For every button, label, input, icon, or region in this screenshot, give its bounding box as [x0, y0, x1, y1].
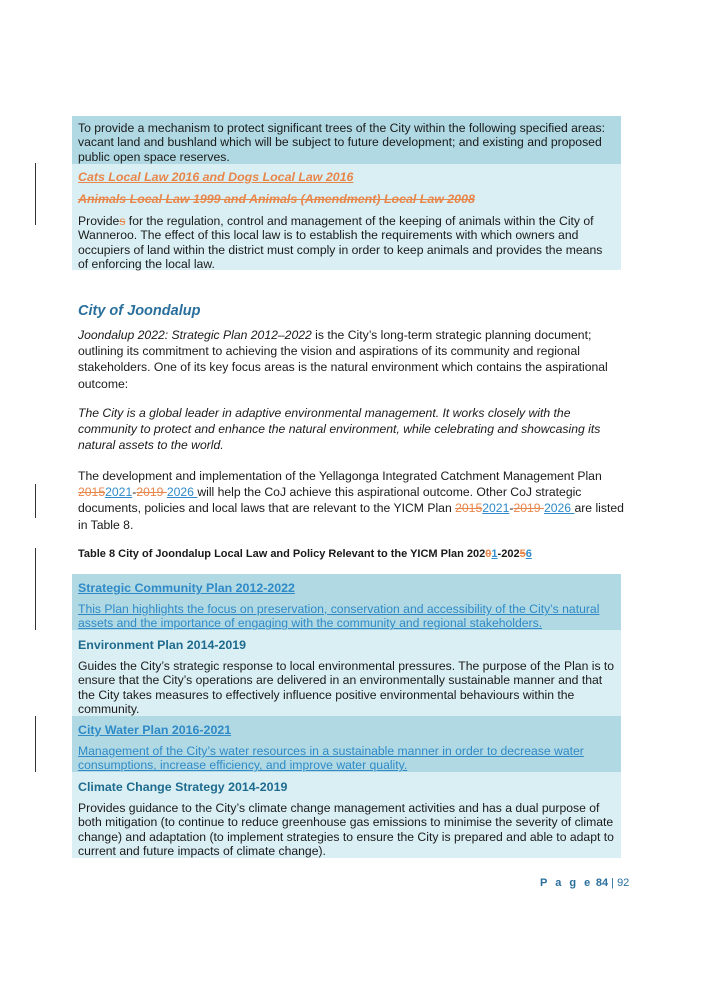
row-text: Management of the City’s water resources in a sustainable manner in order to decrease water consumptions, increase efficiency, and improve water quality. — [78, 744, 584, 773]
yicm-plan-paragraph: The development and implementation of the Yellagonga Integrated Catchment Management Plan 20152021-2019 2026 will help the CoJ achieve this aspirational outcome. Other CoJ strategic documents, policies and local laws that are relevant to the YICM Plan 20152021-2019 2026 are listed in Table 8. — [78, 469, 624, 532]
row-text: Provides guidance to the City’s climate change management activities and has a dual purpose of both mitigation (to continue to reduce greenhouse gas emissions to minimise the severity of climate change) and adaptation (to implement strategies to ensure the City is prepared and able to adapt to current and future impacts of climate change). — [78, 801, 614, 858]
strategic-plan-paragraph: Joondalup 2022: Strategic Plan 2012–2022 is the City’s long-term strategic planning document; outlining its commitment to achieving the vision and aspirations of its community and regional stakeholders. One of its key focus areas is the natural environment which contains the aspirational outcome: — [78, 328, 608, 391]
table-row — [72, 630, 621, 716]
section-heading: City of Joondalup — [78, 303, 201, 319]
animals-local-law-cell — [72, 164, 621, 270]
row-title: Environment Plan 2014-2019 — [78, 638, 247, 652]
row-title: Strategic Community Plan 2012-2022 — [78, 581, 295, 595]
table-caption: Table 8 City of Joondalup Local Law and Policy Relevant to the YICM Plan 20201-20256 — [78, 548, 532, 560]
animals-law-description: Provides for the regulation, control and management of the keeping of animals within the City of Wanneroo. The effect of this local law is to establish the requirements with which owners and occupiers of land within the district must comply in order to keep animals and provides the means of enforcing the local law. — [78, 214, 603, 271]
change-bar — [35, 548, 36, 630]
row-title: City Water Plan 2016-2021 — [78, 723, 232, 737]
total-pages: 92 — [617, 877, 630, 889]
aspirational-outcome-quote: The City is a global leader in adaptive environmental management. It works closely with the community to protect and enhance the natural environment, while celebrating and showcasing its natural assets to the world. — [78, 406, 601, 453]
row-title: Climate Change Strategy 2014-2019 — [78, 780, 288, 794]
cats-dogs-law-title: Cats Local Law 2016 and Dogs Local Law 2016 — [78, 170, 354, 184]
change-bar — [35, 484, 36, 518]
change-bar — [35, 163, 36, 225]
table-row — [72, 772, 621, 858]
page-footer: P a g e 84 | 92 — [540, 877, 630, 889]
table-row — [72, 574, 621, 630]
tree-protection-cell — [72, 116, 621, 164]
row-text: This Plan highlights the focus on preservation, conservation and accessibility of the City’s natural assets and the importance of engaging with the community and regional stakeholders. — [78, 602, 600, 631]
row-text: Guides the City’s strategic response to local environmental pressures. The purpose of the Plan is to ensure that the City’s operations are delivered in an environmentally sustainable manner and that the City takes measures to effectively influence positive environmental behaviours within the community. — [78, 659, 615, 716]
change-bar — [35, 716, 36, 772]
page-number: 84 — [595, 877, 609, 889]
tree-protection-text: To provide a mechanism to protect significant trees of the City within the following specified areas: vacant land and bushland which will be subject to future development; and existing and proposed public open space reserves. — [78, 121, 606, 164]
animals-law-title-deleted: Animals Local Law 1999 and Animals (Amendment) Local Law 2008 — [78, 192, 475, 206]
table-row — [72, 716, 621, 772]
